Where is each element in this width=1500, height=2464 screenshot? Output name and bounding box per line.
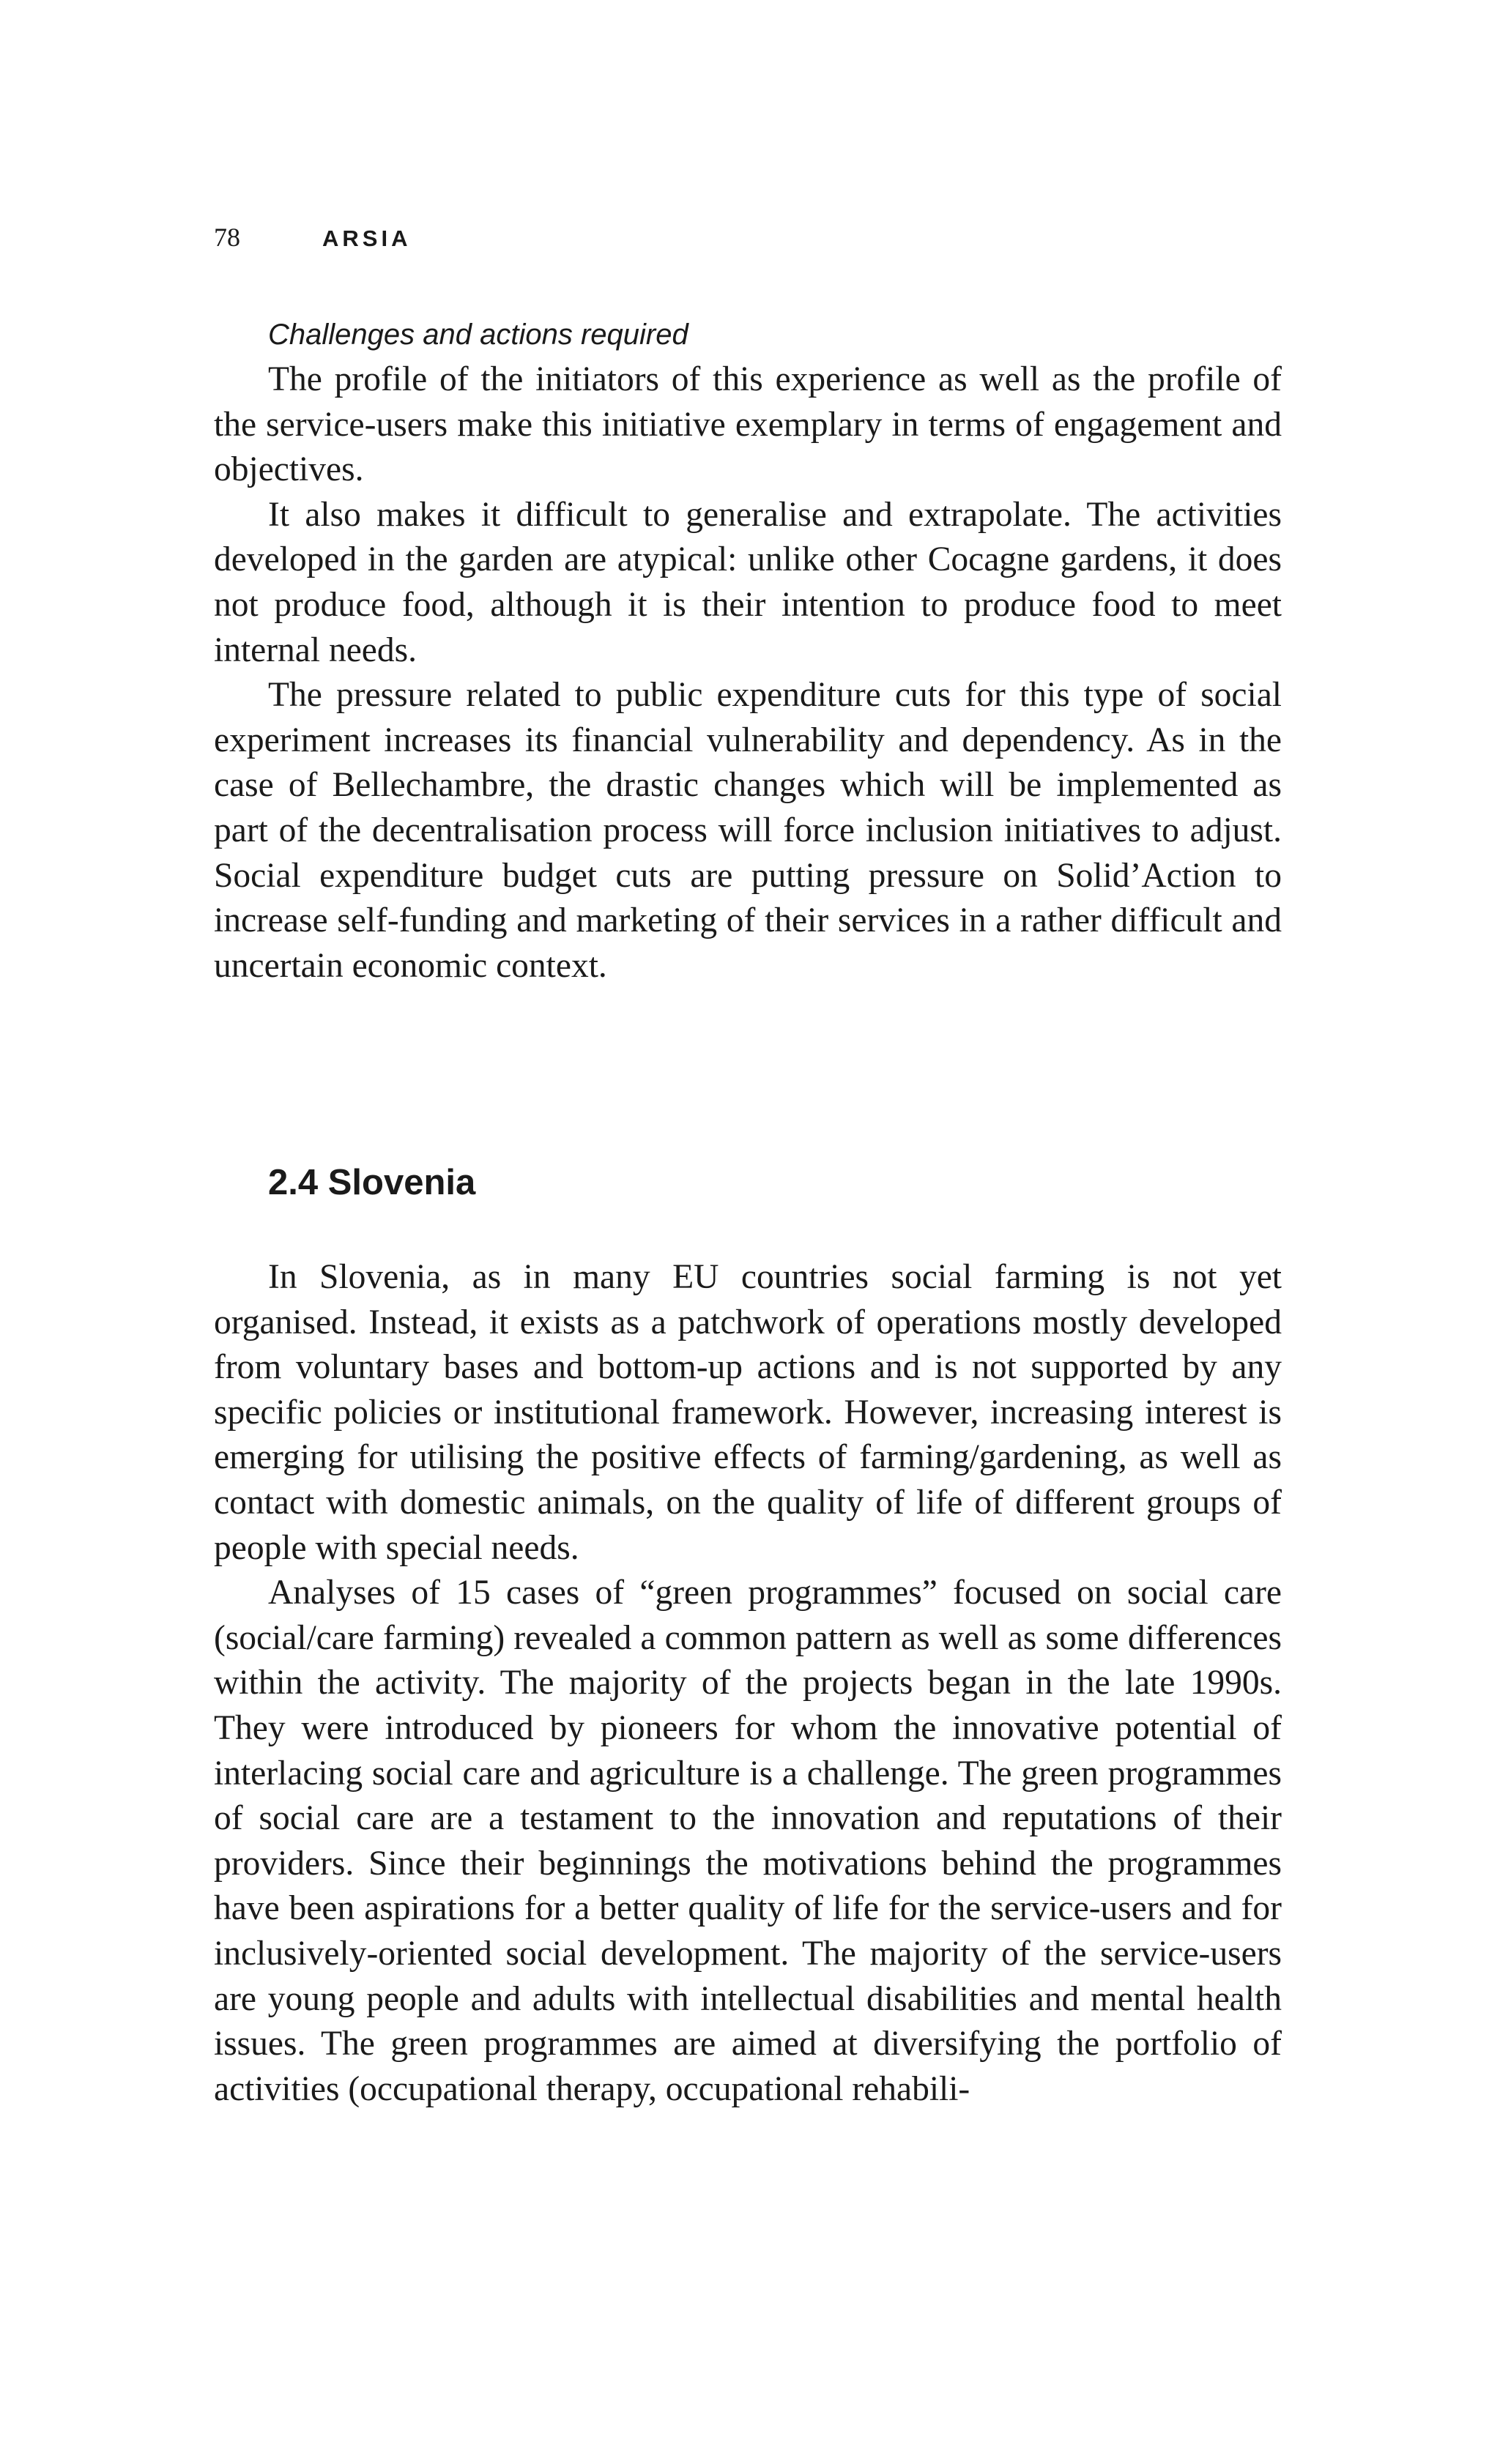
body-text bbox=[214, 357, 1282, 989]
body-text bbox=[214, 1255, 1282, 2112]
paragraph: The profile of the initiators of this experience as well as the profile of the service-users make this initiative exemplary in terms of engagement and objectives. bbox=[214, 360, 1282, 489]
paragraph: Analyses of 15 cases of “green programmes” focused on social care (social/care farming) revealed a common pattern as well as some differences within the activity. The majority of the projects began in the late 1990s. They were introduced by pioneers for whom the innovative potential of interlacing social care and agriculture is a challenge. The green programmes of social care are a testament to the innovation and reputations of their providers. Since their beginnings the motivations behind the programmes have been aspirations for a better quality of life for the service-users and for inclusively-oriented social development. The majority of the service-users are young people and adults with intellectual disabilities and mental health issues. The green programmes are aimed at diversifying the portfolio of activities (occupational therapy, occupational rehabili- bbox=[214, 1574, 1282, 2108]
paragraph: In Slovenia, as in many EU countries social farming is not yet organised. Instead, it exists as a patchwork of operations mostly developed from voluntary bases and bottom-up actions and is not supported by any specific policies or institutional framework. However, increasing interest is emerging for utilising the positive effects of farming/gardening, as well as contact with domestic animals, on the quality of life of different groups of people with special needs. bbox=[214, 1258, 1282, 1567]
page-number: 78 bbox=[214, 223, 240, 252]
section-slovenia bbox=[214, 1255, 1282, 2112]
paragraph: It also makes it difficult to generalise and extrapolate. The activities developed in the garden are atypical: unlike other Cocagne gardens, it does not produce food, although it is their intention to produce food to meet internal needs. bbox=[214, 495, 1282, 669]
section-challenges bbox=[214, 312, 1282, 989]
section-heading: 2.4 Slovenia bbox=[268, 1163, 476, 1202]
subheading: Challenges and actions required bbox=[268, 319, 688, 351]
paragraph: The pressure related to public expenditure cuts for this type of social experiment increases its financial vulnerability and dependency. As in the case of Bellechambre, the drastic changes which will be implemented as part of the decentralisation process will force inclusion initiatives to adjust. Social expenditure budget cuts are putting pressure on Solid’Action to increase self-funding and marketing of their services in a rather difficult and uncertain economic context. bbox=[214, 676, 1282, 985]
running-head: ARSIA bbox=[322, 226, 412, 251]
